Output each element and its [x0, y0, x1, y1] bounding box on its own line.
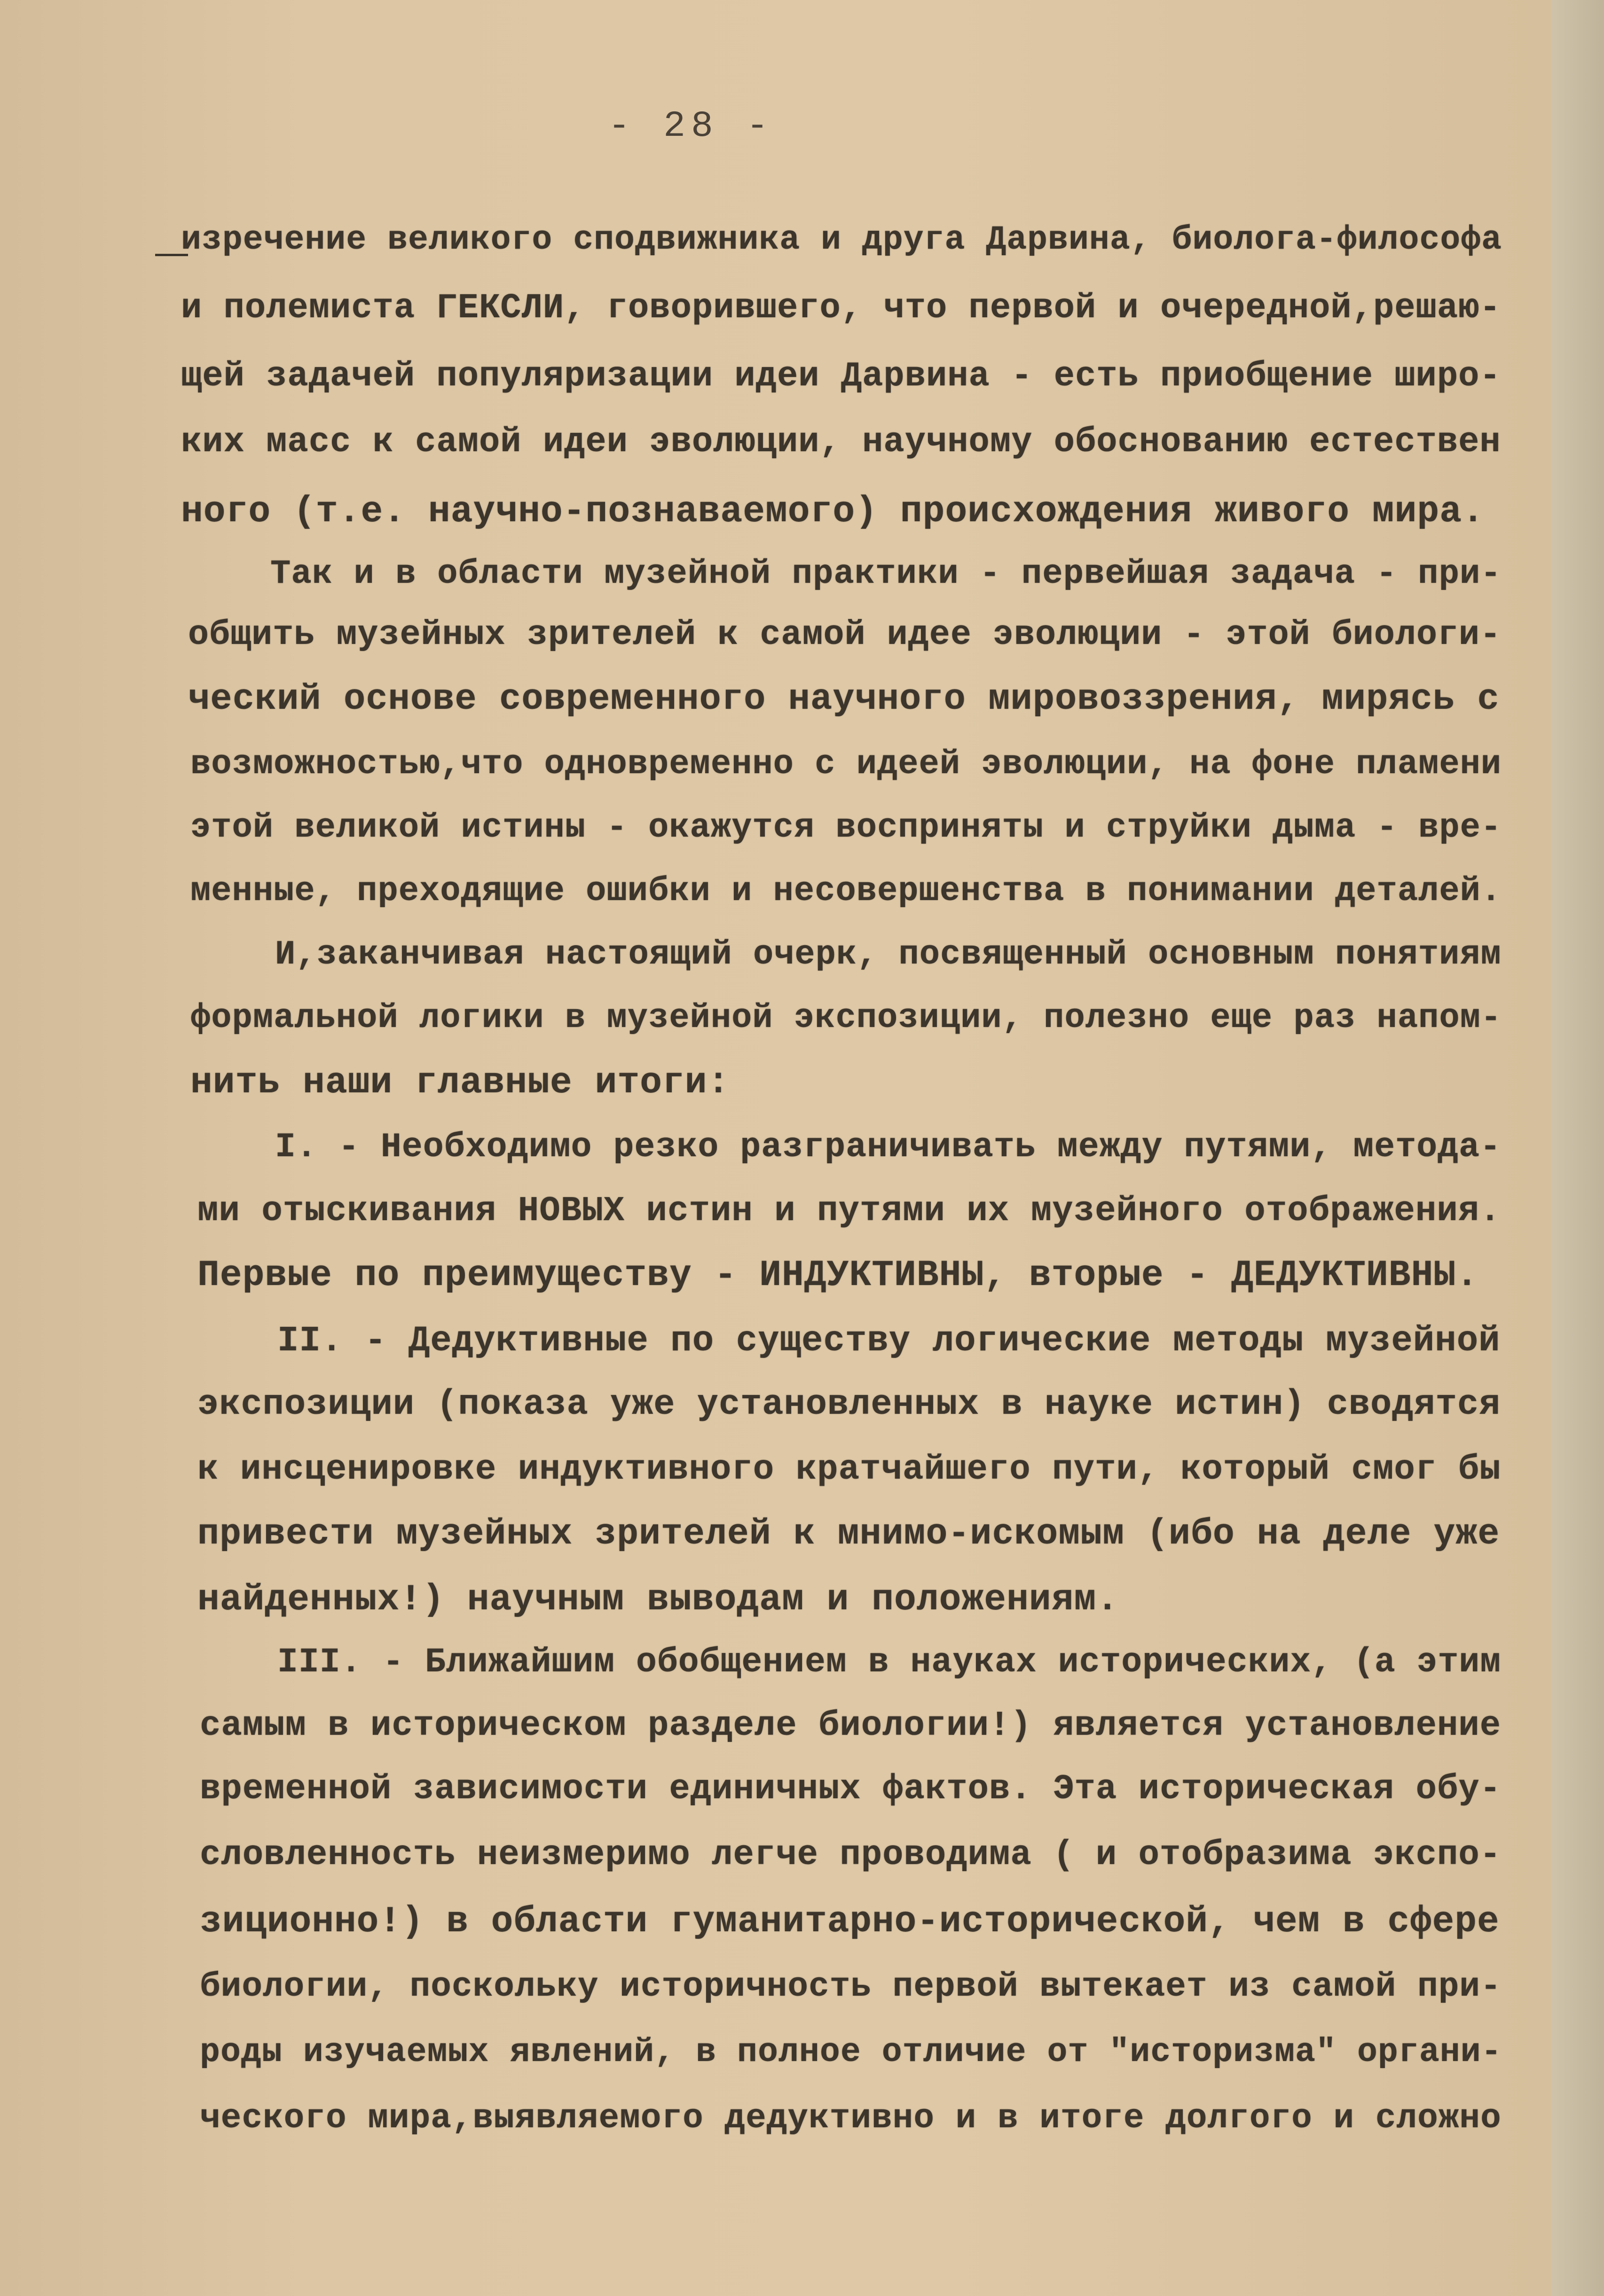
page-underlay	[1551, 0, 1604, 2296]
text-line: III. - Ближайшим обобщением в науках исторических, (а этим	[277, 1643, 1502, 1682]
text-line: формальной логики в музейной экспозиции, полезно еще раз напом-	[190, 999, 1502, 1037]
text-line: самым в историческом разделе биологии!) является установление	[200, 1706, 1502, 1746]
text-line: изречение великого сподвижника и друга Дарвина, биолога-философа	[181, 221, 1502, 259]
text-line: экспозиции (показа уже установленных в науке истин) сводятся	[197, 1384, 1501, 1425]
page-number: - 28 -	[608, 106, 774, 147]
text-line: II. - Дедуктивные по существу логические методы музейной	[277, 1321, 1501, 1361]
text-line: и полемиста ГЕКСЛИ, говорившего, что первой и очередной,решаю-	[181, 289, 1501, 328]
text-line: нить наши главные итоги:	[190, 1062, 730, 1104]
text-line: щей задачей популяризации идеи Дарвина - есть приобщение широ-	[181, 357, 1501, 396]
text-line: возможностью,что одновременно с идеей эволюции, на фоне пламени	[190, 745, 1502, 784]
text-line: найденных!) научным выводам и положениям.	[197, 1579, 1119, 1621]
text-line: привести музейных зрителей к мнимо-искомым (ибо на деле уже	[197, 1513, 1500, 1554]
text-line: ческого мира,выявляемого дедуктивно и в итоге долгого и сложно	[200, 2099, 1502, 2138]
text-line: ческий основе современного научного мировоззрения, мирясь с	[188, 679, 1500, 720]
text-line: зиционно!) в области гуманитарно-исторической, чем в сфере	[200, 1901, 1500, 1943]
text-line: I. - Необходимо резко разграничивать между путями, метода-	[275, 1128, 1502, 1167]
text-line: ми отыскивания НОВЫХ истин и путями их музейного отображения.	[197, 1191, 1501, 1231]
text-line: роды изучаемых явлений, в полное отличие от "историзма" органи-	[200, 2033, 1502, 2071]
text-line: временной зависимости единичных фактов. Эта историческая обу-	[200, 1770, 1502, 1809]
text-line: менные, преходящие ошибки и несовершенства в понимании деталей.	[190, 872, 1502, 910]
text-line: к инсценировке индуктивного кратчайшего пути, который смог бы	[197, 1450, 1501, 1489]
text-line: словленность неизмеримо легче проводима ( и отобразима экспо-	[200, 1835, 1502, 1875]
text-line: Первые по преимуществу - ИНДУКТИВНЫ, вторые - ДЕДУКТИВНЫ.	[197, 1255, 1479, 1296]
text-line: общить музейных зрителей к самой идее эволюции - этой биологи-	[188, 616, 1502, 655]
text-line: И,заканчивая настоящий очерк, посвященный основным понятиям	[275, 935, 1502, 974]
text-line: ких масс к самой идеи эволюции, научному обоснованию естествен	[181, 423, 1501, 462]
text-line: этой великой истины - окажутся восприняты и струйки дыма - вре-	[190, 808, 1502, 847]
text-line: ного (т.е. научно-познаваемого) происхождения живого мира.	[181, 491, 1485, 533]
text-line: биологии, поскольку историчность первой вытекает из самой при-	[200, 1967, 1502, 2006]
text-line: Так и в области музейной практики - первейшая задача - при-	[270, 555, 1502, 593]
